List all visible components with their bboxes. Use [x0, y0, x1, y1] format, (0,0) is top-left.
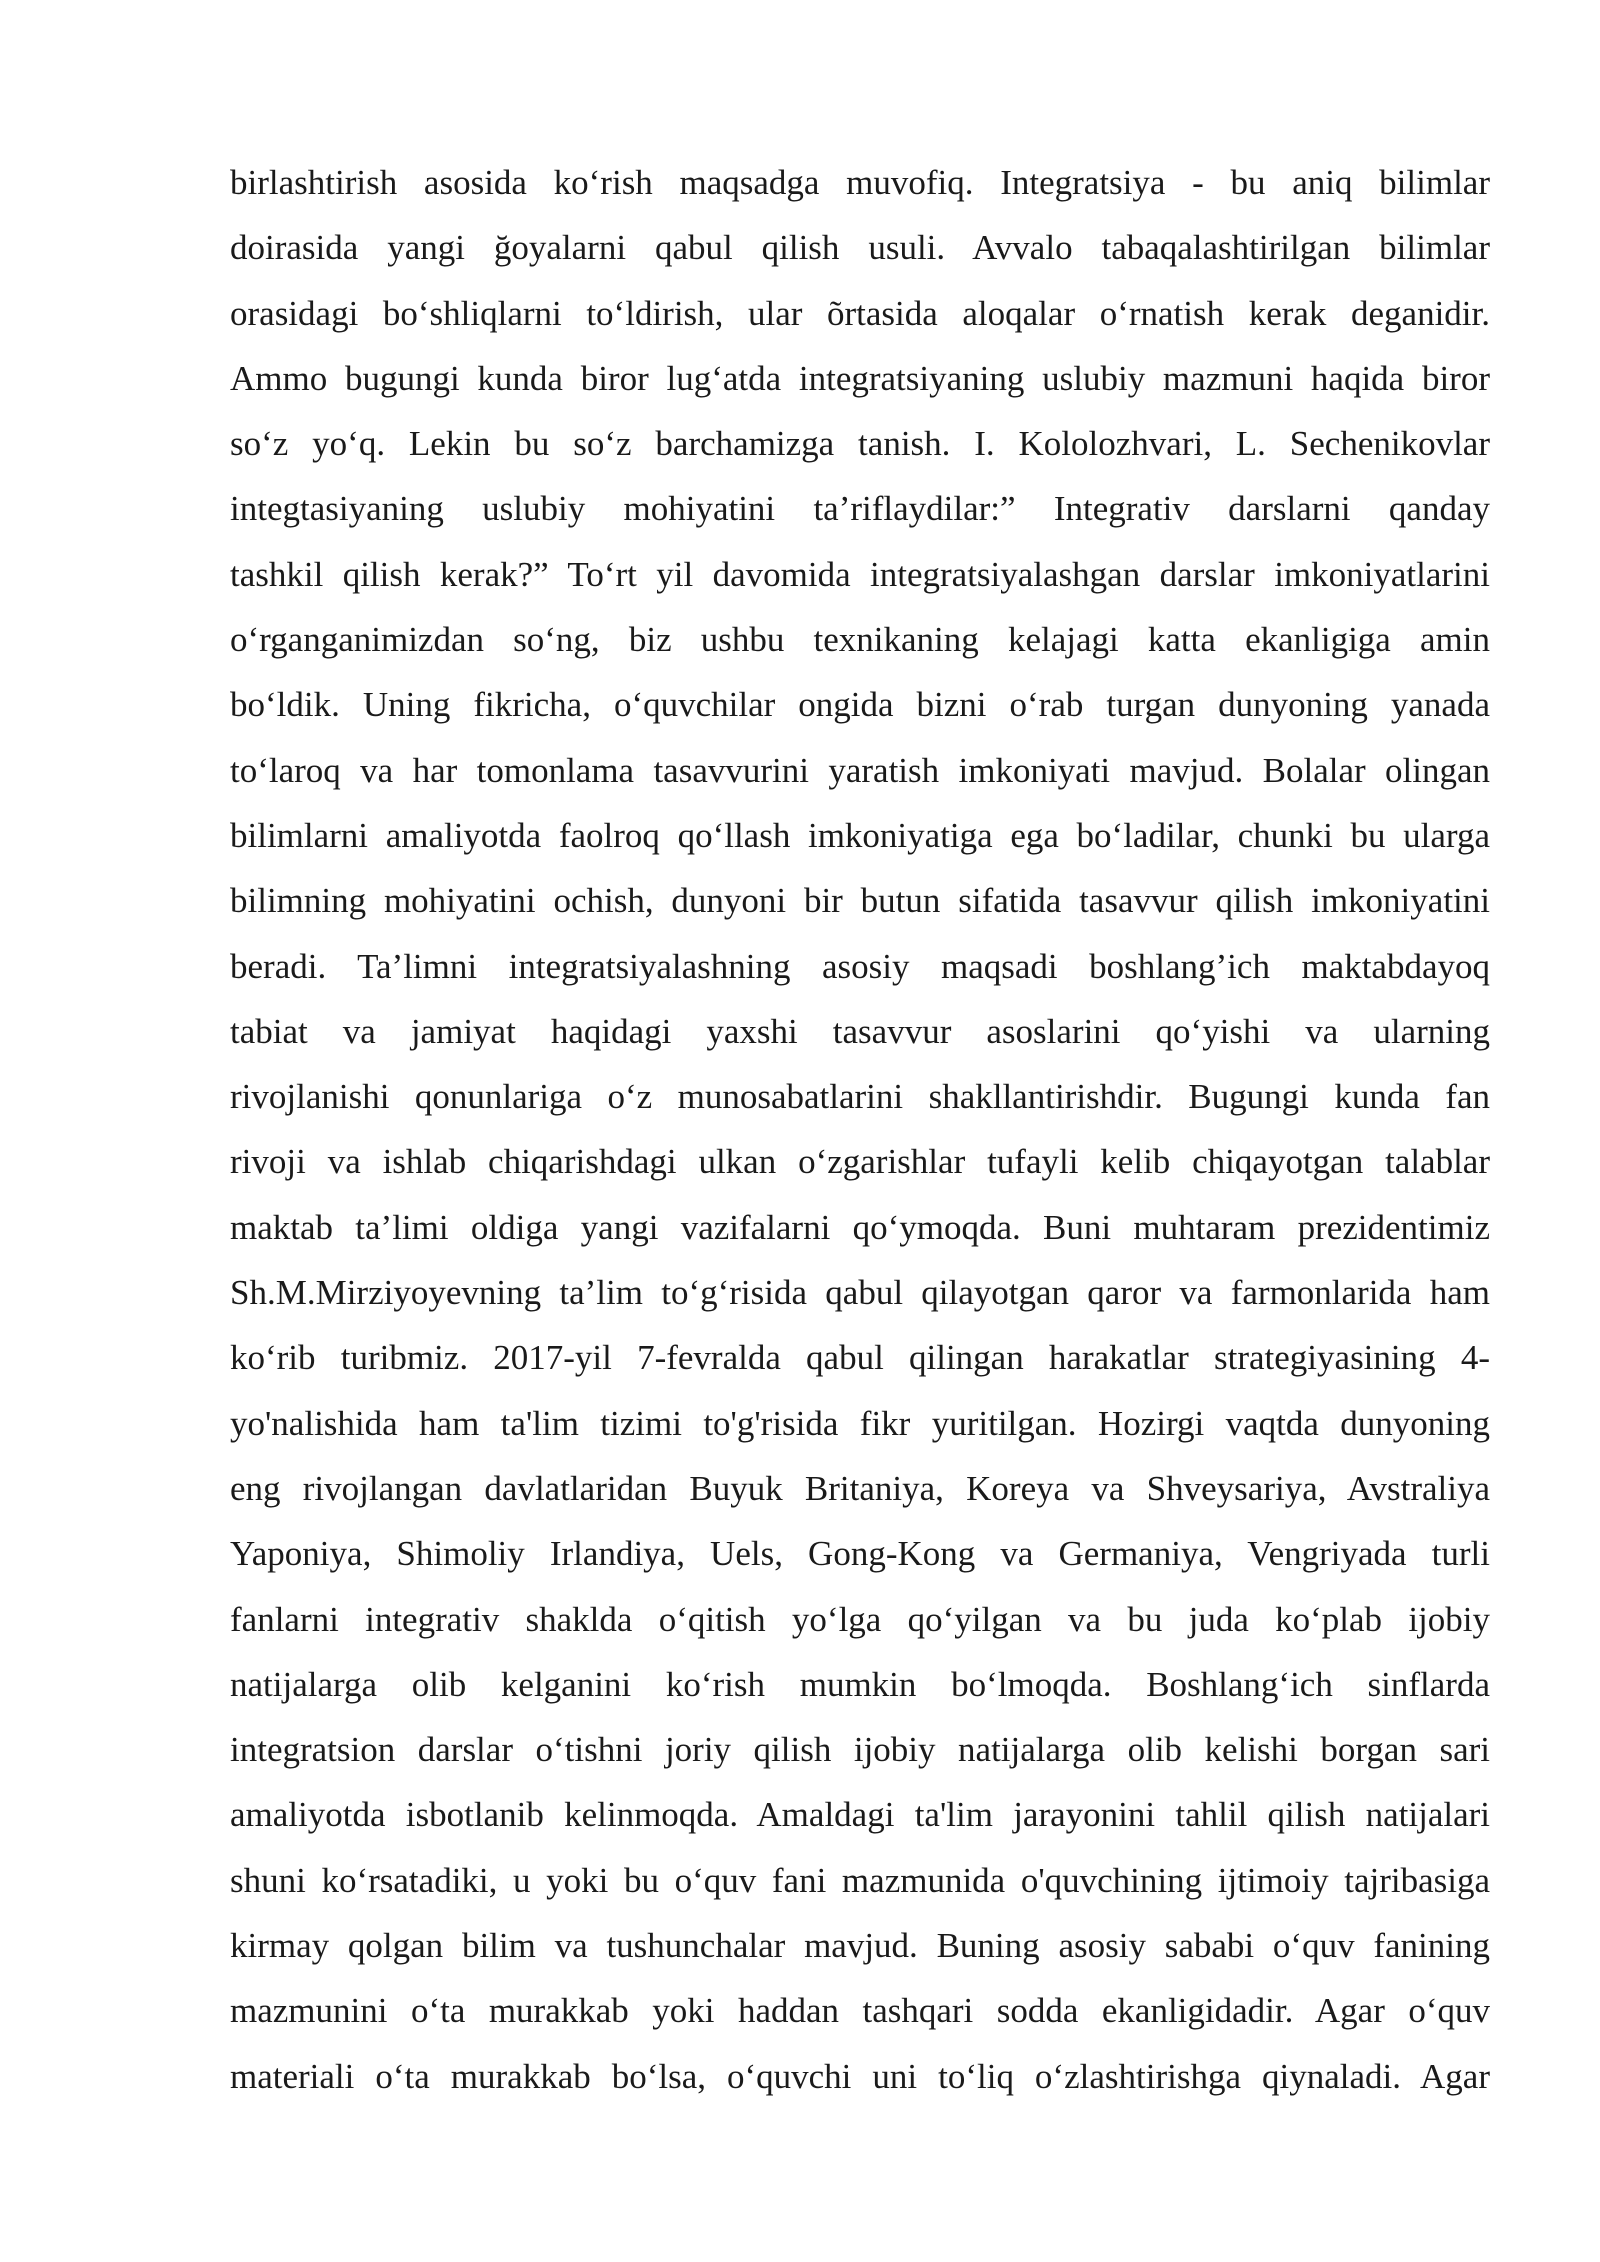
text-line: maktab ta’limi oldiga yangi vazifalarni qo‘ymoqda. Buni muhtaram prezidentimiz [230, 1207, 1490, 1247]
text-line: integtasiyaning uslubiy mohiyatini ta’riflaydilar:” Integrativ darslarni qanday [230, 489, 1490, 529]
text-line: shuni ko‘rsatadiki, u yoki bu o‘quv fani mazmunida o'quvchining ijtimoiy tajribasiga [230, 1860, 1490, 1900]
text-line: ko‘rib turibmiz. 2017-yil 7-fevralda qabul qilingan harakatlar strategiyasining 4- [230, 1338, 1490, 1378]
text-line: to‘laroq va har tomonlama tasavvurini yaratish imkoniyati mavjud. Bolalar olingan [230, 750, 1490, 790]
text-line: orasidagi bo‘shliqlarni to‘ldirish, ular õrtasida aloqalar o‘rnatish kerak deganidir. [230, 293, 1490, 333]
text-line: fanlarni integrativ shaklda o‘qitish yo‘lga qo‘yilgan va bu juda ko‘plab ijobiy [230, 1599, 1490, 1639]
text-line: tabiat va jamiyat haqidagi yaxshi tasavvur asoslarini qo‘yishi va ularning [230, 1011, 1490, 1051]
text-line: integratsion darslar o‘tishni joriy qilish ijobiy natijalarga olib kelishi borgan sari [230, 1730, 1490, 1770]
text-line: kirmay qolgan bilim va tushunchalar mavjud. Buning asosiy sababi o‘quv fanining [230, 1926, 1490, 1966]
text-line: rivojlanishi qonunlariga o‘z munosabatlarini shakllantirishdir. Bugungi kunda fan [230, 1077, 1490, 1117]
text-line: doirasida yangi ğoyalarni qabul qilish usuli. Avvalo tabaqalashtirilgan bilimlar [230, 228, 1490, 268]
text-line: Ammo bugungi kunda biror lug‘atda integratsiyaning uslubiy mazmuni haqida biror [230, 358, 1490, 398]
text-line: bilimning mohiyatini ochish, dunyoni bir butun sifatida tasavvur qilish imkoniyatini [230, 881, 1490, 921]
text-line: rivoji va ishlab chiqarishdagi ulkan o‘zgarishlar tufayli kelib chiqayotgan talablar [230, 1142, 1490, 1182]
text-line: natijalarga olib kelganini ko‘rish mumkin bo‘lmoqda. Boshlang‘ich sinflarda [230, 1664, 1490, 1704]
text-line: amaliyotda isbotlanib kelinmoqda. Amaldagi ta'lim jarayonini tahlil qilish natijalari [230, 1795, 1490, 1835]
text-line: Sh.M.Mirziyoyevning ta’lim to‘g‘risida qabul qilayotgan qaror va farmonlarida ham [230, 1273, 1490, 1313]
text-line: Yaponiya, Shimoliy Irlandiya, Uels, Gong-Kong va Germaniya, Vengriyada turli [230, 1534, 1490, 1574]
body-paragraph [230, 150, 1490, 2109]
text-line: mazmunini o‘ta murakkab yoki haddan tashqari sodda ekanligidadir. Agar o‘quv [230, 1991, 1490, 2031]
text-line: bilimlarni amaliyotda faolroq qo‘llash imkoniyatiga ega bo‘ladilar, chunki bu ularga [230, 815, 1490, 855]
text-line: bo‘ldik. Uning fikricha, o‘quvchilar ongida bizni o‘rab turgan dunyoning yanada [230, 685, 1490, 725]
text-line: materiali o‘ta murakkab bo‘lsa, o‘quvchi uni to‘liq o‘zlashtirishga qiynaladi. Agar [230, 2056, 1490, 2096]
text-line: tashkil qilish kerak?” To‘rt yil davomida integratsiyalashgan darslar imkoniyatlarini [230, 554, 1490, 594]
text-line: so‘z yo‘q. Lekin bu so‘z barchamizga tanish. I. Kololozhvari, L. Sechenikovlar [230, 424, 1490, 464]
text-line: birlashtirish asosida ko‘rish maqsadga muvofiq. Integratsiya - bu aniq bilimlar [230, 163, 1490, 202]
text-line: eng rivojlangan davlatlaridan Buyuk Britaniya, Koreya va Shveysariya, Avstraliya [230, 1468, 1490, 1508]
text-line: o‘rganganimizdan so‘ng, biz ushbu texnikaning kelajagi katta ekanligiga amin [230, 620, 1490, 660]
text-line: yo'nalishida ham ta'lim tizimi to'g'risida fikr yuritilgan. Hozirgi vaqtda dunyoning [230, 1403, 1490, 1443]
text-line: beradi. Ta’limni integratsiyalashning asosiy maqsadi boshlang’ich maktabdayoq [230, 946, 1490, 986]
